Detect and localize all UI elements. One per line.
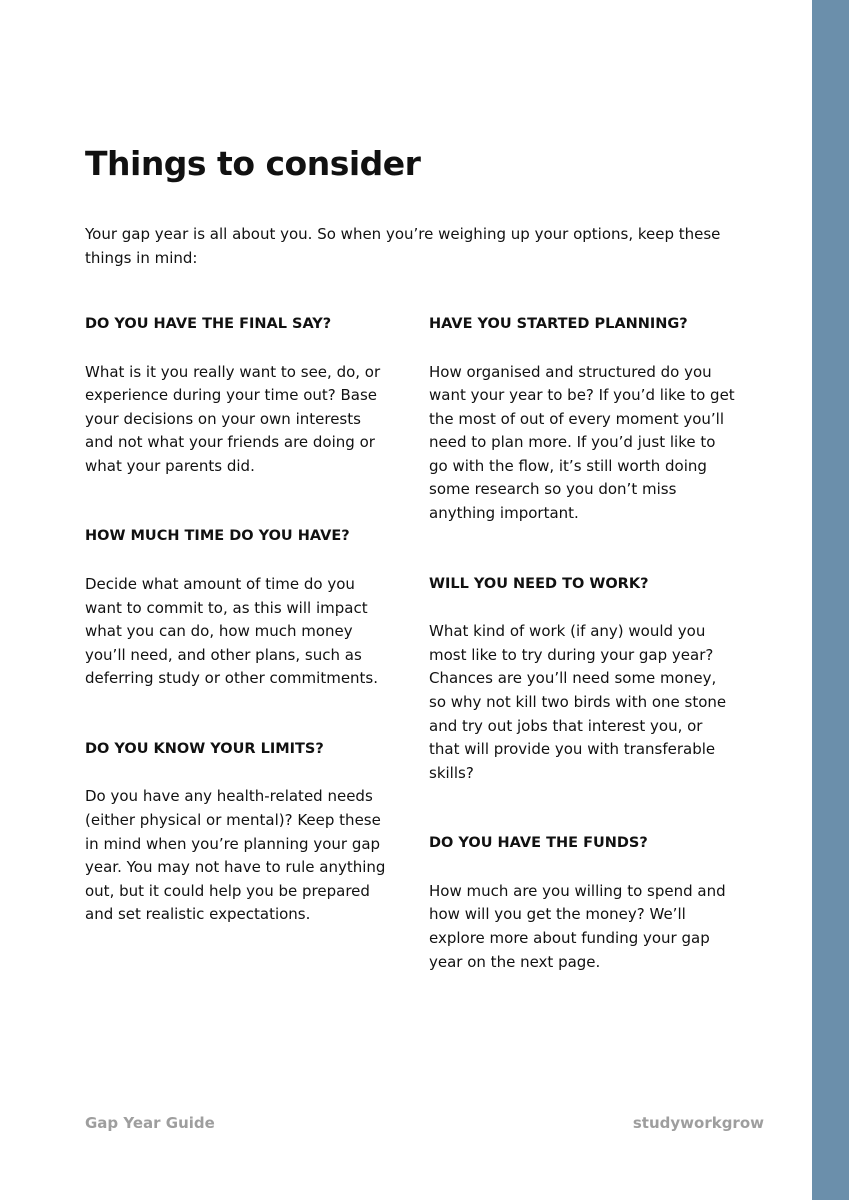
section-heading: HOW MUCH TIME DO YOU HAVE? (85, 528, 350, 545)
section-body: Do you have any health-related needs (either physical or mental)? Keep these in mind when you’re planning your gap year. You may not have to rule anything out, but it could help you be prepared and set realistic expectations. (85, 787, 386, 924)
intro-paragraph: Your gap year is all about you. So when you’re weighing up your options, keep these things in mind: (85, 225, 721, 267)
section-limits (85, 738, 393, 927)
section-funds (429, 832, 737, 974)
section-body: Decide what amount of time do you want to commit to, as this will impact what you can do, how much money you’ll need, and other plans, such as deferring study or other commitments. (85, 574, 379, 688)
section-body: What is it you really want to see, do, or experience during your time out? Base your decisions on your own interests and not what your friends are doing or what your parents did. (85, 362, 381, 475)
section-work (429, 573, 737, 786)
section-heading: WILL YOU NEED TO WORK? (429, 575, 649, 592)
left-column (85, 313, 393, 927)
footer-brand: studyworkgrow (632, 1114, 764, 1132)
section-heading: DO YOU HAVE THE FUNDS? (429, 835, 648, 852)
section-planning (429, 313, 737, 526)
side-accent-bar (812, 0, 849, 1200)
section-heading: DO YOU HAVE THE FINAL SAY? (85, 316, 332, 332)
section-time (85, 525, 393, 690)
section-body: What kind of work (if any) would you most like to try during your gap year? Chances are you’ll need some money, so why not kill two birds with one stone and try out jobs that interest you, or that will provide you with transferable skills? (429, 622, 727, 782)
section-final-say (85, 313, 393, 478)
section-body: How much are you willing to spend and how will you get the money? We’ll explore more about funding your gap year on the next page. (429, 881, 726, 971)
right-column (429, 313, 737, 974)
page-title: Things to consider (85, 144, 421, 183)
section-heading: HAVE YOU STARTED PLANNING? (429, 316, 688, 332)
section-body: How organised and structured do you want your year to be? If you’d like to get the most of out of every moment you’ll need to plan more. If you’d just like to go with the flow, it’s still worth doing some research so you don’t miss anything important. (429, 362, 735, 523)
footer-guide-title: Gap Year Guide (85, 1114, 215, 1132)
section-heading: DO YOU KNOW YOUR LIMITS? (85, 740, 324, 757)
